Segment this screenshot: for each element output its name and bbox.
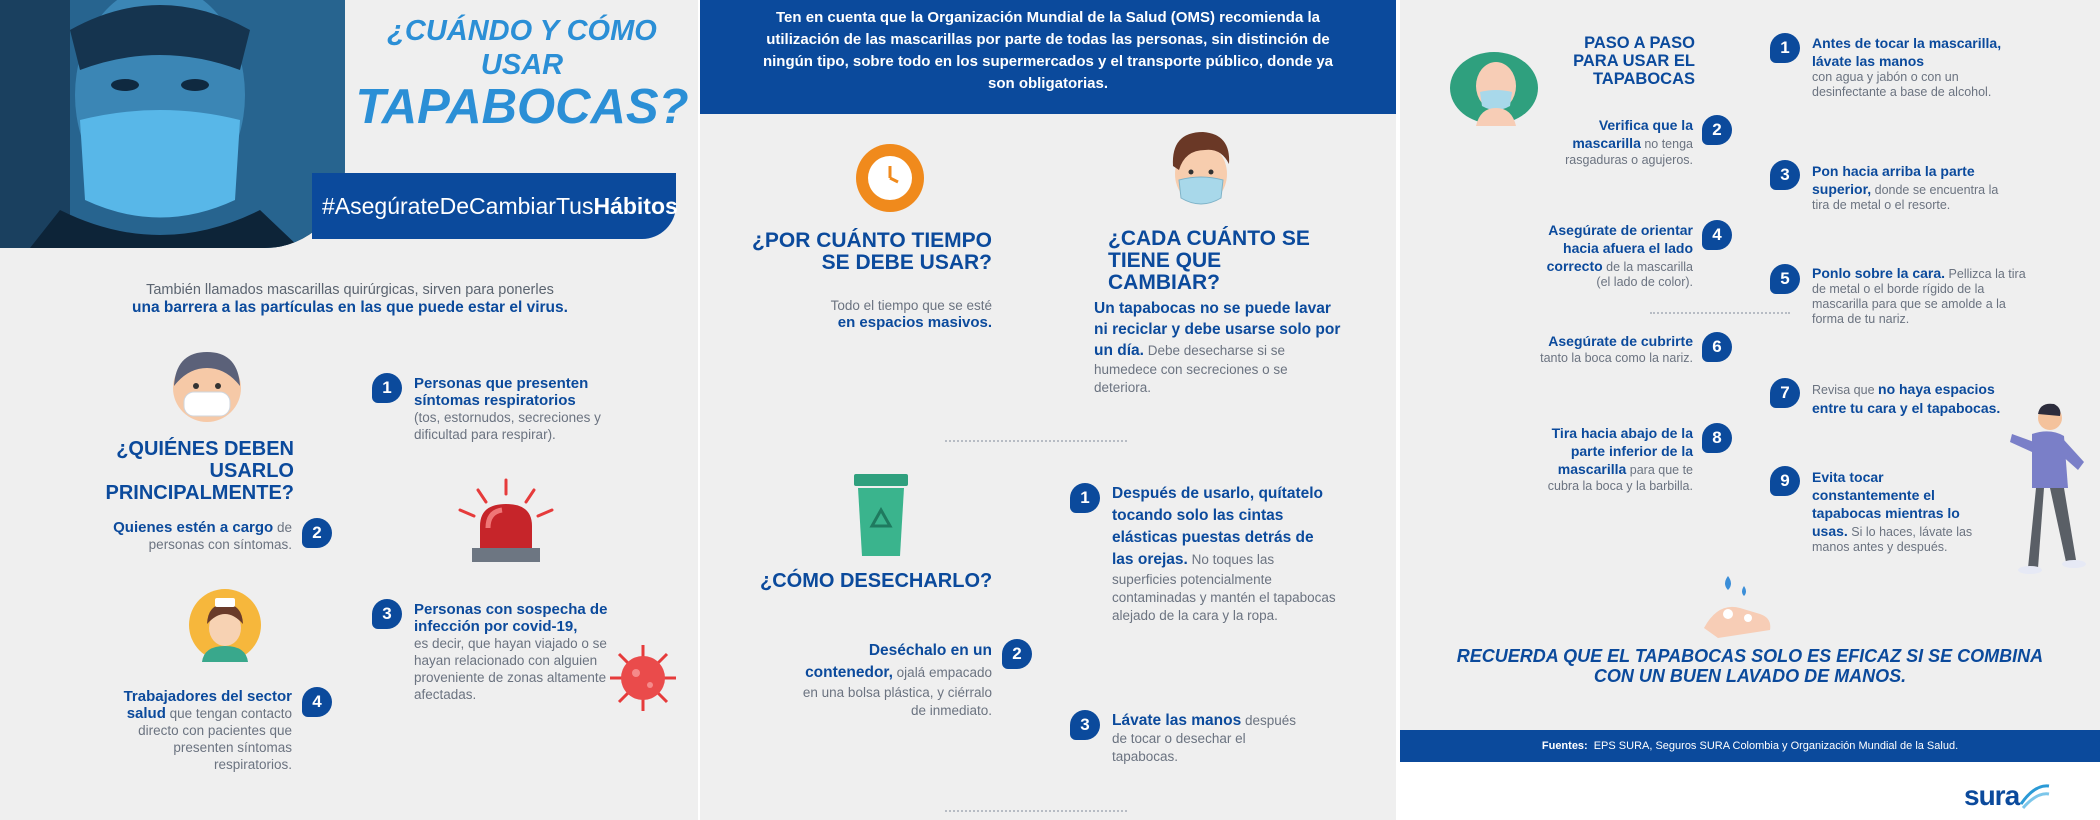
step-6-text: tanto la boca como la nariz. [1540, 351, 1693, 365]
alarm-siren-icon [458, 478, 554, 568]
intro-line-2: una barrera a las partículas en las que puede estar el virus. [132, 299, 568, 316]
step-3-bold: Pon hacia arriba la parte superior, [1812, 163, 1975, 197]
who-item-4-text: que tengan contacto directo con pacientes que presenten síntomas respiratorios. [138, 706, 292, 772]
who-item-1-text: (tos, estornudos, secreciones y dificultad para respirar). [414, 410, 601, 442]
sura-logo-text: sura [1964, 780, 2020, 811]
who-item-2-text: de personas con síntomas. [148, 520, 292, 552]
sura-logo-mark [2019, 782, 2051, 810]
step-9-bold: Evita tocar constantemente el tapabocas mientras lo usas. [1812, 469, 1960, 539]
step-item-3 [1812, 162, 2012, 213]
dispose-item-3 [1112, 712, 1312, 766]
step-7-pre: Revisa que [1812, 383, 1879, 397]
who-item-1-bold: Personas que presenten síntomas respiratorios [414, 375, 589, 409]
step-item-7 [1812, 380, 2012, 418]
how-long-text [760, 297, 992, 331]
step-8-text: para que te cubra la boca y la barbilla. [1547, 463, 1693, 493]
item-number-2: 2 [302, 518, 332, 548]
change-heading: ¿CADA CUÁNTO SE TIENE QUE CAMBIAR? [1108, 227, 1310, 294]
step-number-1: 1 [1770, 33, 1800, 63]
intro-line-1: También llamados mascarillas quirúrgicas, sirven para ponerles [146, 282, 554, 298]
man-with-mask-illustration [0, 0, 345, 248]
step-item-1 [1812, 34, 2032, 100]
step-number-5: 5 [1770, 264, 1800, 294]
hashtag-text: #AsegúrateDeCambiarTus [322, 192, 594, 219]
intro-text [40, 281, 660, 317]
step-item-9 [1812, 468, 1992, 555]
step-2-text: no tenga rasgaduras o agujeros. [1565, 137, 1693, 167]
who-item-3-bold: Personas con sospecha de infección por covid-19, [414, 601, 608, 635]
man-face-mask-icon [1165, 126, 1237, 214]
dispose-number-3: 3 [1070, 710, 1100, 740]
person-mask-icon [166, 346, 248, 430]
sources-bar [1400, 730, 2100, 762]
step-number-2: 2 [1702, 115, 1732, 145]
dispose-item-2-bold: Deséchalo en un contenedor, [805, 642, 992, 681]
step-item-5 [1812, 266, 2034, 327]
oms-banner-text: Ten en cuenta que la Organización Mundial de la Salud (OMS) recomienda la utilización de las mascarillas por parte de todas las personas, sin distinción de ningún tipo, sobre todo en los supermercados y el transporte público, donde ya son obligatorias. [762, 9, 1334, 92]
who-item-4 [104, 688, 292, 773]
who-item-1 [414, 375, 614, 443]
who-item-4-bold: Trabajadores del sector salud [123, 688, 292, 722]
change-text-line: Debe desecharse si se humedece con secreciones o se deteriora. [1094, 343, 1288, 395]
dispose-item-2 [792, 640, 992, 720]
step-3-text: donde se encuentra la tira de metal o el resorte. [1812, 183, 1999, 212]
hero-photo [0, 0, 345, 248]
step-1-text: con agua y jabón o con un desinfectante a base de alcohol. [1812, 70, 1992, 99]
dispose-item-1-text: No toques las superficies potencialmente contaminadas y mantén el tapabocas alejado de la cara y la ropa. [1112, 552, 1336, 623]
step-item-2 [1560, 116, 1693, 168]
clock-icon [855, 142, 925, 214]
dispose-item-3-bold: Lávate las manos [1112, 712, 1242, 729]
how-long-heading: ¿POR CUÁNTO TIEMPO SE DEBE USAR? [752, 229, 992, 274]
step-6-bold: Asegúrate de cubrirte [1548, 333, 1693, 349]
step-item-6 [1540, 333, 1693, 366]
step-1-bold: Antes de tocar la mascarilla, lávate las manos [1812, 35, 2002, 69]
walking-man-illustration [1998, 400, 2090, 576]
step-number-3: 3 [1770, 160, 1800, 190]
dotted-divider [945, 440, 1127, 442]
step-2-bold: Verifica que la mascarilla [1572, 117, 1693, 151]
how-long-bold: en espacios masivos. [837, 314, 992, 331]
who-item-3 [414, 601, 614, 703]
dispose-item-1 [1112, 483, 1338, 625]
step-4-bold: Asegúrate de orientar hacia afuera el lado correcto [1546, 222, 1693, 274]
trash-bin-icon [852, 470, 910, 558]
title-line-2: TAPABOCAS? [355, 80, 689, 134]
panel-who-should-use [0, 0, 700, 820]
health-worker-icon [188, 588, 262, 662]
step-number-8: 8 [1702, 423, 1732, 453]
who-item-3-text: es decir, que hayan viajado o se hayan relacionado con alguien proveniente de zonas altamente afectadas. [414, 636, 607, 702]
step-number-6: 6 [1702, 332, 1732, 362]
step-4-text: de la mascarilla (el lado de color). [1596, 260, 1693, 289]
how-long-text-line: Todo el tiempo que se esté [830, 298, 992, 313]
step-number-4: 4 [1702, 220, 1732, 250]
step-8-bold: Tira hacia abajo de la parte inferior de la mascarilla [1551, 425, 1693, 477]
step-number-7: 7 [1770, 378, 1800, 408]
dispose-item-3-text: después de tocar o desechar el tapabocas. [1112, 713, 1297, 764]
virus-icon [608, 643, 678, 713]
step-5-bold: Ponlo sobre la cara. [1812, 265, 1946, 281]
change-text [1094, 298, 1344, 397]
dispose-item-1-bold: Después de usarlo, quítatelo tocando solo las cintas elásticas puestas detrás de las orejas. [1112, 485, 1324, 568]
item-number-3: 3 [372, 599, 402, 629]
dispose-heading: ¿CÓMO DESECHARLO? [760, 570, 993, 592]
sources-label: Fuentes: [1541, 740, 1588, 752]
oms-banner [700, 0, 1396, 114]
step-heading: PASO A PASO PARA USAR EL TAPABOCAS [1573, 34, 1695, 88]
page-title [352, 14, 692, 132]
item-number-1: 1 [372, 373, 402, 403]
dispose-number-2: 2 [1002, 639, 1032, 669]
hand-washing-icon [1698, 572, 1776, 642]
step-7-bold: no haya espacios entre tu cara y el tapabocas. [1812, 381, 2001, 416]
step-5-text: Pellizca la tira de metal o el borde rígido de la mascarilla para que se amolde a la forma de tu nariz. [1812, 267, 2026, 326]
step-9-text: Si lo haces, lávate las manos antes y después. [1812, 525, 1973, 554]
reminder-text: RECUERDA QUE EL TAPABOCAS SOLO ES EFICAZ SI SE COMBINA CON UN BUEN LAVADO DE MANOS. [1456, 646, 2044, 686]
who-heading: ¿QUIÉNES DEBEN USARLO PRINCIPALMENTE? [105, 438, 294, 504]
panel-step-by-step [1400, 0, 2100, 820]
item-number-4: 4 [302, 687, 332, 717]
who-item-2-bold: Quienes estén a cargo [113, 519, 274, 536]
hashtag-badge [312, 173, 676, 239]
step-number-9: 9 [1770, 466, 1800, 496]
step-item-8 [1530, 424, 1693, 494]
title-line-1: ¿CUÁNDO Y CÓMO USAR [387, 15, 657, 81]
dotted-divider-bottom [945, 810, 1127, 812]
step-item-4 [1540, 221, 1693, 290]
change-bold: Un tapabocas no se puede lavar ni reciclar y debe usarse solo por un día. [1094, 300, 1341, 359]
dispose-item-2-text: ojalá empacado en una bolsa plástica, y ciérralo de inmediato. [802, 665, 992, 718]
panel-duration-disposal [700, 0, 1396, 820]
sources-text: EPS SURA, Seguros SURA Colombia y Organización Mundial de la Salud. [1593, 740, 1959, 752]
bald-person-mask-icon [1450, 50, 1538, 126]
dispose-number-1: 1 [1070, 483, 1100, 513]
sura-logo [1964, 780, 2051, 812]
who-item-2 [104, 519, 292, 553]
hashtag-bold: Hábitos [593, 192, 678, 219]
dotted-divider-steps [1650, 312, 1790, 314]
